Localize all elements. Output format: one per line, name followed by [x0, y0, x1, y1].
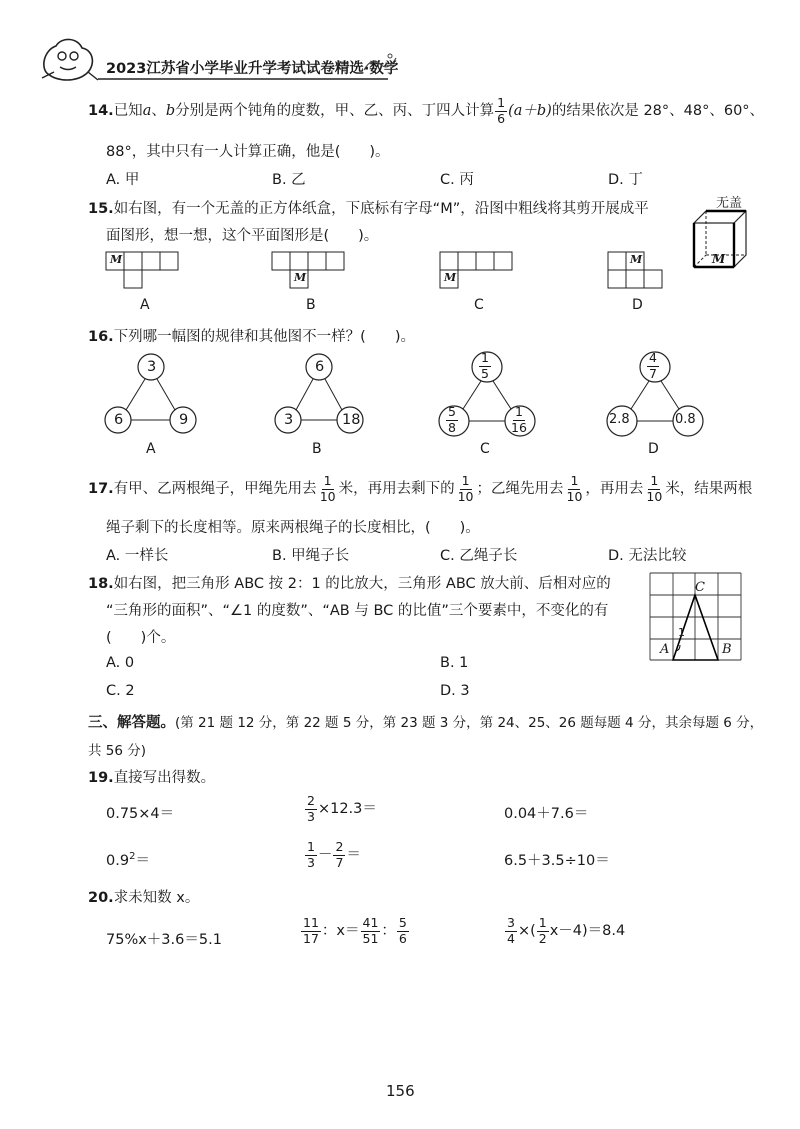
- fig-a-left: 6: [114, 412, 124, 428]
- q18-line3: ( )个。: [106, 630, 176, 646]
- q14-var-a: a: [142, 103, 152, 119]
- net-d-m: M: [630, 253, 643, 266]
- q19-r2c3: 6.5＋3.5÷10＝: [504, 853, 610, 869]
- q19-r1c2: $\frac{2}{3}$ ×12.3＝: [307, 793, 377, 824]
- q18-line1: [88, 572, 611, 593]
- q17-option-b[interactable]: B. 甲绳子长: [272, 548, 350, 564]
- q17-text-d: ，再用去: [585, 481, 644, 497]
- q17-frac4: $\frac{1}{10}$: [646, 473, 663, 504]
- q17-option-d[interactable]: D. 无法比较: [608, 548, 687, 564]
- q17-line2: 绳子剩下的长度相等。原来两根绳子的长度相比，( )。: [106, 520, 480, 536]
- q17-line1: [88, 475, 752, 503]
- q14-option-c[interactable]: C. 丙: [440, 172, 474, 188]
- mascot-icon: [38, 34, 100, 84]
- q17-text-b: 米，再用去剩下的: [338, 481, 455, 497]
- net-c-label: C: [474, 297, 484, 313]
- q16-text: 下列哪一幅图的规律和其他图不一样？( )。: [113, 329, 415, 345]
- q19-r2c1: $0.9^2=$: [106, 851, 150, 869]
- fig-c-left: $\frac{5}{8}$: [448, 404, 456, 435]
- q14-option-b[interactable]: B. 乙: [272, 172, 306, 188]
- q14-option-d[interactable]: D. 丁: [608, 172, 643, 188]
- q19-r1c1: 0.75×4＝: [106, 806, 175, 822]
- q20-eq3: $\frac{3}{4}$ ×( $\frac{1}{2}$ x－4)＝8.4: [507, 915, 626, 946]
- q14-fraction: $\frac{1}{6}$: [497, 95, 506, 126]
- fig-a-right: 9: [179, 412, 189, 428]
- q15-line1: [88, 197, 649, 218]
- q19-r2c2: $\frac{1}{3}$ － $\frac{2}{7}$ ＝: [307, 839, 361, 870]
- fig-c-top: $\frac{1}{5}$: [481, 350, 489, 381]
- q18-option-b[interactable]: B. 1: [440, 655, 469, 671]
- net-a-m: M: [110, 253, 123, 266]
- q17-text-c: ；乙绳先用去: [476, 481, 564, 497]
- q19-r1c3: 0.04＋7.6＝: [504, 806, 589, 822]
- q16-number: 16.: [88, 329, 114, 345]
- q20-eq2: $\frac{11}{17}$ ：x＝ $\frac{41}{51}$ ： $\frac{5}{6}$: [303, 915, 407, 946]
- fig-c-right: $\frac{1}{16}$: [511, 404, 527, 435]
- grid-label-a: A: [660, 642, 670, 657]
- cube-m-label: M: [712, 252, 726, 266]
- fig-b-top: 6: [315, 359, 325, 375]
- q14-text-b: 分别是两个钝角的度数，甲、乙、丙、丁四人计算: [175, 103, 495, 119]
- q18-line2: “三角形的面积”、“∠1 的度数”、“AB 与 BC 的比值”三个要素中，不变化的有: [106, 603, 609, 619]
- q17-frac3: $\frac{1}{10}$: [566, 473, 583, 504]
- q19-text: 直接写出得数。: [113, 770, 216, 786]
- page-number: 156: [386, 1082, 415, 1100]
- q19-number: 19.: [88, 770, 114, 786]
- fig-a-label: A: [146, 441, 156, 457]
- net-d-label: D: [632, 297, 643, 313]
- grid-label-b: B: [722, 642, 732, 657]
- section3-title: 三、解答题。: [88, 715, 175, 731]
- header-decoration-icon: [360, 50, 400, 76]
- net-b-m: M: [294, 271, 307, 284]
- net-b-label: B: [306, 297, 316, 313]
- q20-text: 求未知数 x。: [113, 890, 200, 906]
- q15-line2: 面图形，想一想，这个平面图形是( )。: [106, 228, 379, 244]
- fig-d-top: $\frac{4}{7}$: [649, 350, 657, 381]
- fig-d-left: 2.8: [609, 412, 630, 427]
- section3-note: (第 21 题 12 分，第 22 题 5 分，第 23 题 3 分，第 24、25、26 题每题 4 分，其余每题 6 分，: [175, 715, 764, 731]
- q14-text: 已知: [113, 103, 143, 119]
- q17-option-c[interactable]: C. 乙绳子长: [440, 548, 518, 564]
- q14-sep: 、: [151, 103, 166, 119]
- q18-text1: 如右图，把三角形 ABC 按 2：1 的比放大，三角形 ABC 放大前、后相对应的: [113, 576, 611, 592]
- q18-number: 18.: [88, 576, 114, 592]
- q14-number: 14.: [88, 103, 114, 119]
- q15-number: 15.: [88, 201, 114, 217]
- q17-frac2: $\frac{1}{10}$: [457, 473, 474, 504]
- fig-d-label: D: [648, 441, 659, 457]
- net-a-label: A: [140, 297, 150, 313]
- header-rule: [98, 78, 388, 82]
- q17-text-e: 米，结果两根: [665, 481, 753, 497]
- q17-option-a[interactable]: A. 一样长: [106, 548, 169, 564]
- fig-a-top: 3: [147, 359, 157, 375]
- q14-expr: (a＋b): [508, 103, 552, 119]
- grid-label-c: C: [695, 580, 705, 595]
- q17-frac1: $\frac{1}{10}$: [319, 473, 336, 504]
- q18-option-d[interactable]: D. 3: [440, 683, 470, 699]
- fig-b-label: B: [312, 441, 322, 457]
- section3-line1: [88, 711, 763, 732]
- q17-number: 17.: [88, 481, 114, 497]
- q14-line1: [88, 97, 764, 125]
- q14-line2: 88°，其中只有一人计算正确，他是( )。: [106, 144, 390, 160]
- q18-option-a[interactable]: A. 0: [106, 655, 135, 671]
- q19-line: [88, 766, 215, 787]
- cube-label: 无盖: [716, 196, 743, 211]
- q17-text-a: 有甲、乙两根绳子，甲绳先用去: [113, 481, 317, 497]
- q14-text-c: 的结果依次是 28°、48°、60°、: [551, 103, 765, 119]
- q18-option-c[interactable]: C. 2: [106, 683, 135, 699]
- q14-var-b: b: [165, 103, 176, 119]
- grid-angle-label: 1: [678, 626, 685, 639]
- section3-note2: 共 56 分): [88, 743, 147, 759]
- net-c-m: M: [444, 271, 457, 284]
- net-d[interactable]: [608, 252, 688, 292]
- q14-option-a[interactable]: A. 甲: [106, 172, 140, 188]
- q20-line: [88, 886, 199, 907]
- q15-text1: 如右图，有一个无盖的正方体纸盒，下底标有字母“M”，沿图中粗线将其剪开展成平: [113, 201, 649, 217]
- fig-b-right: 18: [342, 412, 361, 428]
- q20-eq1: 75%x＋3.6＝5.1: [106, 932, 222, 948]
- fig-b-left: 3: [284, 412, 294, 428]
- q16-line: [88, 325, 415, 346]
- fig-c-label: C: [480, 441, 490, 457]
- header-title: 2023江苏省小学毕业升学考试试卷精选·数学: [106, 61, 399, 77]
- q20-number: 20.: [88, 890, 114, 906]
- fig-d-right: 0.8: [675, 412, 696, 427]
- net-b[interactable]: [272, 252, 352, 292]
